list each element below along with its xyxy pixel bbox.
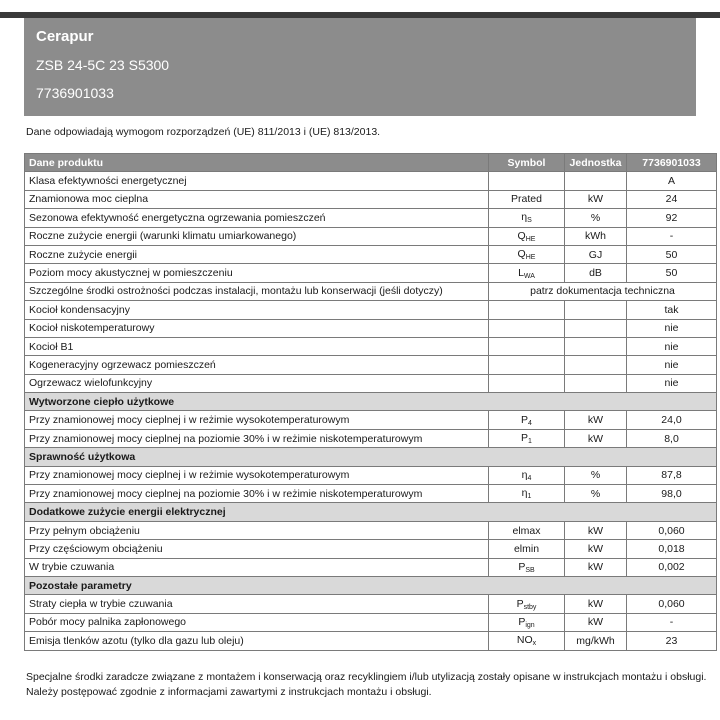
row-symbol-text: L: [518, 266, 524, 279]
brand-name: Cerapur: [36, 28, 94, 45]
row-symbol-subscript: x: [532, 640, 537, 648]
row-symbol-subscript: 1: [527, 493, 532, 501]
row-label: [25, 282, 489, 300]
row-unit: [565, 227, 627, 245]
row-symbol-subscript: 4: [528, 419, 532, 427]
row-label-text: Sezonowa efektywność energetyczna ogrzewania pomieszczeń: [29, 211, 326, 224]
row-unit: [565, 521, 627, 539]
col-header-unit: Jednostka: [565, 154, 627, 172]
row-label-text: Przy znamionowej mocy cieplnej na poziomie 30% i w reżimie niskotemperaturowym: [29, 432, 423, 445]
row-value-text: 24,0: [661, 414, 682, 427]
row-symbol-text: η: [521, 211, 528, 224]
row-unit-text: dB: [589, 267, 602, 280]
row-symbol-subscript: SB: [525, 566, 535, 574]
row-label: [25, 466, 489, 484]
row-value-text: 24: [665, 193, 678, 206]
table-row: [25, 466, 717, 484]
row-label: [25, 485, 489, 503]
section-title-text: Sprawność użytkowa: [29, 450, 136, 463]
section-row: [25, 576, 717, 594]
row-value: [627, 209, 717, 227]
row-symbol-text: P: [521, 432, 529, 445]
row-label: [25, 558, 489, 576]
row-value: [627, 264, 717, 282]
row-unit-text: %: [590, 469, 601, 482]
row-label: [25, 264, 489, 282]
table-row: [25, 374, 717, 392]
row-symbol-text: η: [521, 487, 528, 500]
table-row: [25, 540, 717, 558]
section-title: [25, 576, 717, 594]
row-unit-text: kW: [587, 561, 604, 574]
row-value-text: A: [667, 175, 675, 188]
table-row: [25, 172, 717, 190]
table-row: [25, 245, 717, 263]
row-symbol-subscript: S: [527, 217, 532, 225]
row-value: [627, 632, 717, 650]
table-row: [25, 411, 717, 429]
row-value-text: nie: [664, 358, 679, 371]
section-title: [25, 448, 717, 466]
row-symbol: [489, 374, 565, 392]
row-symbol-text: η: [521, 468, 528, 481]
regulation-note: Dane odpowiadają wymogom rozporządzeń (UE) 811/2013 i (UE) 813/2013.: [26, 126, 381, 138]
footer-note: [26, 670, 706, 700]
row-label-text: Klasa efektywności energetycznej: [29, 175, 187, 188]
table-row: [25, 558, 717, 576]
table-header-row: [25, 154, 717, 172]
footer-line-1: Specjalne środki zaradcze związane z montażem i konserwacją oraz recyklingiem i/lub utylizacją zostały opisane w instrukcjach montażu i obsługi.: [26, 671, 707, 683]
row-symbol-subscript: stby: [523, 603, 537, 611]
section-title-text: Wytworzone ciepło użytkowe: [29, 395, 175, 408]
row-unit: [565, 337, 627, 355]
row-symbol-subscript: ign: [525, 621, 535, 629]
row-value: [627, 429, 717, 447]
row-symbol: [489, 227, 565, 245]
row-symbol: [489, 595, 565, 613]
row-unit: [565, 429, 627, 447]
row-value-text: nie: [664, 340, 679, 353]
row-label-text: Kocioł niskotemperaturowy: [29, 322, 155, 335]
row-label-text: Emisja tlenków azotu (tylko dla gazu lub oleju): [29, 634, 244, 647]
row-symbol: [489, 301, 565, 319]
row-value: [627, 356, 717, 374]
row-symbol: [489, 558, 565, 576]
row-spanned-value-text: patrz dokumentacja techniczna: [530, 285, 675, 298]
row-unit: [565, 540, 627, 558]
row-spanned-value: [489, 282, 717, 300]
row-value: [627, 227, 717, 245]
row-symbol: [489, 485, 565, 503]
row-unit: [565, 613, 627, 631]
row-value: [627, 172, 717, 190]
row-value: [627, 521, 717, 539]
row-unit-text: %: [590, 211, 601, 224]
row-label-text: W trybie czuwania: [29, 561, 115, 574]
row-label-text: Przy znamionowej mocy cieplnej i w reżimie wysokotemperaturowym: [29, 469, 350, 482]
row-symbol-text: P: [516, 597, 524, 610]
row-unit-text: GJ: [588, 248, 603, 261]
row-symbol-text: NO: [516, 634, 533, 647]
row-label-text: Roczne zużycie energii: [29, 248, 137, 261]
row-unit: [565, 411, 627, 429]
row-label: [25, 613, 489, 631]
row-label-text: Przy pełnym obciążeniu: [29, 524, 140, 537]
row-symbol: [489, 521, 565, 539]
row-value: [627, 540, 717, 558]
row-unit: [565, 356, 627, 374]
row-symbol-text: Prated: [511, 193, 542, 206]
row-symbol: [489, 245, 565, 263]
row-symbol: [489, 613, 565, 631]
row-unit-text: kW: [587, 616, 604, 629]
section-title: [25, 503, 717, 521]
row-symbol: [489, 632, 565, 650]
row-value-text: 50: [665, 248, 678, 261]
section-row: [25, 393, 717, 411]
row-unit-text: kW: [587, 598, 604, 611]
row-unit-text: kW: [587, 432, 604, 445]
row-unit-text: kW: [587, 542, 604, 555]
table-row: [25, 301, 717, 319]
row-label-text: Kogeneracyjny ogrzewacz pomieszczeń: [29, 358, 216, 371]
product-data-table: [24, 153, 717, 651]
row-label-text: Kocioł kondensacyjny: [29, 303, 130, 316]
row-label: [25, 319, 489, 337]
row-symbol: [489, 209, 565, 227]
row-label: [25, 411, 489, 429]
table-row: [25, 227, 717, 245]
row-label-text: Przy częściowym obciążeniu: [29, 542, 163, 555]
row-label: [25, 632, 489, 650]
row-value: [627, 374, 717, 392]
row-value-text: 98,0: [661, 487, 682, 500]
row-unit-text: kW: [587, 193, 604, 206]
col-header-product-data: Dane produktu: [25, 154, 489, 172]
row-symbol-subscript: 1: [528, 438, 532, 446]
row-symbol-subscript: WA: [523, 272, 535, 280]
row-symbol-text: P: [521, 413, 529, 426]
row-value: [627, 485, 717, 503]
section-title-text: Pozostałe parametry: [29, 579, 132, 592]
row-value: [627, 466, 717, 484]
row-unit: [565, 190, 627, 208]
row-value: [627, 319, 717, 337]
section-title: [25, 393, 717, 411]
row-value: [627, 411, 717, 429]
row-label: [25, 227, 489, 245]
row-value-text: 0,060: [658, 524, 685, 537]
table-row: [25, 356, 717, 374]
row-unit: [565, 485, 627, 503]
row-label: [25, 337, 489, 355]
row-label: [25, 540, 489, 558]
row-symbol-text: elmax: [512, 524, 541, 537]
row-value-text: 0,060: [658, 598, 685, 611]
row-unit: [565, 374, 627, 392]
row-value-text: 0,002: [658, 561, 685, 574]
row-unit: [565, 245, 627, 263]
row-symbol: [489, 429, 565, 447]
row-label: [25, 209, 489, 227]
row-unit: [565, 558, 627, 576]
row-unit-text: mg/kWh: [576, 634, 615, 647]
row-label: [25, 190, 489, 208]
row-value: [627, 613, 717, 631]
row-symbol: [489, 337, 565, 355]
row-symbol: [489, 190, 565, 208]
row-unit-text: %: [590, 487, 601, 500]
row-symbol: [489, 466, 565, 484]
table-row: [25, 429, 717, 447]
row-value-text: 23: [665, 634, 678, 647]
table-row: [25, 595, 717, 613]
row-value: [627, 301, 717, 319]
table-row: [25, 264, 717, 282]
section-row: [25, 503, 717, 521]
row-label-text: Znamionowa moc cieplna: [29, 193, 149, 206]
row-value-text: -: [669, 616, 674, 629]
col-header-symbol: Symbol: [489, 154, 565, 172]
row-symbol: [489, 540, 565, 558]
row-label-text: Ogrzewacz wielofunkcyjny: [29, 377, 153, 390]
model-name: ZSB 24-5C 23 S5300: [36, 57, 170, 73]
table-body: [25, 172, 717, 650]
row-value: [627, 190, 717, 208]
row-unit: [565, 209, 627, 227]
row-label-text: Poziom mocy akustycznej w pomieszczeniu: [29, 267, 233, 280]
table-row: [25, 485, 717, 503]
row-unit: [565, 632, 627, 650]
table-row: [25, 337, 717, 355]
row-value-text: 92: [665, 211, 678, 224]
row-unit: [565, 301, 627, 319]
section-row: [25, 448, 717, 466]
row-label: [25, 429, 489, 447]
row-value-text: -: [669, 230, 674, 243]
table-row: [25, 521, 717, 539]
row-label-text: Przy znamionowej mocy cieplnej i w reżimie wysokotemperaturowym: [29, 414, 350, 427]
row-label-text: Roczne zużycie energii (warunki klimatu umiarkowanego): [29, 230, 297, 243]
row-symbol: [489, 356, 565, 374]
table-row: [25, 190, 717, 208]
row-label: [25, 595, 489, 613]
row-label-text: Szczególne środki ostrożności podczas instalacji, montażu lub konserwacji (jeśli dotyczy): [29, 285, 443, 298]
row-symbol: [489, 411, 565, 429]
row-label-text: Przy znamionowej mocy cieplnej na poziomie 30% i w reżimie niskotemperaturowym: [29, 487, 423, 500]
row-label: [25, 245, 489, 263]
article-number: 7736901033: [36, 85, 114, 101]
row-label: [25, 521, 489, 539]
col-header-value: 7736901033: [627, 154, 717, 172]
row-value: [627, 245, 717, 263]
row-label: [25, 374, 489, 392]
section-title-text: Dodatkowe zużycie energii elektrycznej: [29, 506, 226, 519]
row-symbol-text: elmin: [513, 542, 540, 555]
row-value-text: nie: [664, 377, 679, 390]
row-unit: [565, 466, 627, 484]
row-symbol-text: P: [518, 615, 526, 628]
row-unit: [565, 595, 627, 613]
footer-line-2: Należy postępować zgodnie z informacjami zawartymi z instrukcjach montażu i obsługi.: [26, 686, 432, 698]
row-symbol-text: Q: [517, 248, 526, 261]
row-unit-text: kWh: [585, 230, 606, 243]
row-symbol-text: Q: [517, 229, 526, 242]
row-symbol: [489, 172, 565, 190]
row-label-text: Straty ciepła w trybie czuwania: [29, 598, 173, 611]
table-row: [25, 209, 717, 227]
row-label-text: Kocioł B1: [29, 340, 74, 353]
row-label: [25, 301, 489, 319]
row-unit: [565, 319, 627, 337]
row-value: [627, 558, 717, 576]
row-value-text: nie: [664, 322, 679, 335]
row-unit-text: kW: [587, 414, 604, 427]
table-row: [25, 282, 717, 300]
row-symbol: [489, 319, 565, 337]
row-symbol-subscript: HE: [525, 235, 536, 243]
table-row: [25, 319, 717, 337]
row-value-text: tak: [664, 303, 679, 316]
row-symbol-subscript: 4: [527, 474, 532, 482]
row-value-text: 87,8: [661, 469, 682, 482]
row-symbol: [489, 264, 565, 282]
product-header: [24, 18, 696, 116]
table-row: [25, 632, 717, 650]
row-label: [25, 356, 489, 374]
row-label: [25, 172, 489, 190]
row-unit: [565, 264, 627, 282]
table-row: [25, 613, 717, 631]
row-label-text: Pobór mocy palnika zapłonowego: [29, 616, 187, 629]
row-unit: [565, 172, 627, 190]
row-symbol-text: P: [518, 560, 526, 573]
row-symbol-subscript: HE: [525, 254, 536, 262]
row-value: [627, 337, 717, 355]
row-value: [627, 595, 717, 613]
row-value-text: 50: [665, 267, 678, 280]
row-value-text: 0,018: [658, 542, 685, 555]
row-value-text: 8,0: [664, 432, 679, 445]
row-unit-text: kW: [587, 524, 604, 537]
